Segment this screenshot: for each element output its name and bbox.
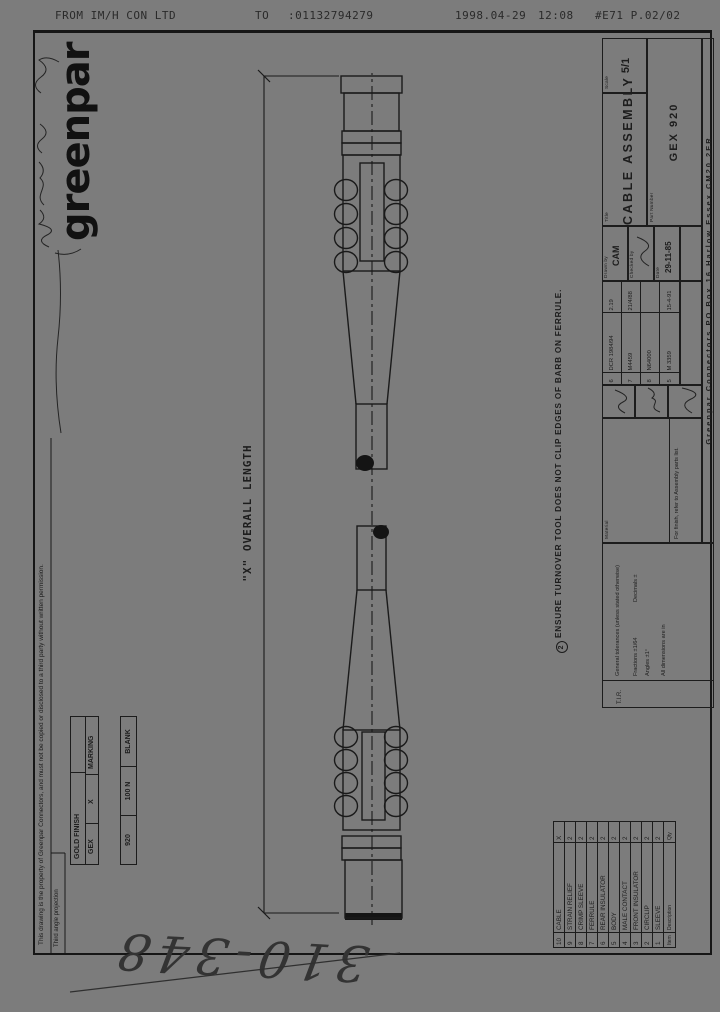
- approval-signature-box: [668, 385, 702, 418]
- drawn-by-spare-box: [680, 226, 702, 281]
- marking-value: X: [87, 799, 95, 804]
- parts-row: 9 STRAIN RELIEF 2: [565, 822, 576, 947]
- fax-page-number: #E71 P.02/02: [595, 9, 681, 22]
- drawing-sheet: [33, 30, 712, 955]
- material-label: Material: [605, 520, 610, 539]
- scale-box: [602, 38, 647, 93]
- parts-header-row: Item Description Qty: [664, 822, 675, 947]
- note-2-symbol: 2: [556, 641, 568, 653]
- revision-row: 5 M 3359 15-4-91: [660, 282, 679, 384]
- revision-row: 7 M4459 21/4/88: [622, 282, 641, 384]
- parts-row: 8 CRIMP SLEEVE 2: [576, 822, 587, 947]
- fax-time: 12:08: [538, 9, 574, 22]
- note-text: ENSURE TURNOVER TOOL DOES NOT CLIP EDGES OF BARB ON FERRULE.: [554, 288, 563, 638]
- checked-by-label: Checked by: [630, 250, 635, 278]
- fax-from: FROM IM/H CON LTD: [55, 9, 177, 22]
- part-code-cell: 920: [121, 815, 136, 864]
- checked-by-box: [628, 226, 654, 281]
- tolerance-angles: Angles ±1°: [645, 648, 651, 676]
- parts-row: 4 MALE CONTACT 2: [620, 822, 631, 947]
- company-strip: [702, 38, 714, 543]
- right-connector: [335, 76, 408, 471]
- ferrule-note: [554, 289, 568, 653]
- scale-label: Scale: [605, 76, 610, 89]
- company-address: Greenpar Connectors PO Box 16 Harlow Essex CM20 2ER: [703, 136, 713, 445]
- part-code-cell: BLANK: [125, 729, 132, 754]
- tir-label: T.I.R.: [617, 689, 623, 704]
- fax-transmission-header: [0, 9, 720, 25]
- title-label: Title: [605, 212, 610, 222]
- tolerances-title: General tolerances (unless stated otherwise): [615, 565, 621, 676]
- drawn-by-box: [602, 226, 628, 281]
- part-code-cell: 100 N: [121, 766, 136, 815]
- revision-row: 8 N64000: [641, 282, 660, 384]
- material-box: [602, 418, 702, 543]
- left-connector: [335, 525, 408, 920]
- cable-break-end-right: [356, 455, 374, 471]
- date-box: [654, 226, 680, 281]
- projection-note: Third angle projection: [54, 889, 60, 947]
- part-number-box: [647, 38, 702, 226]
- tolerance-decimals: Decimals ±: [633, 574, 639, 602]
- parts-row: 2 CIRCLIP 2: [642, 822, 653, 947]
- overall-length-label: "X" OVERALL LENGTH: [241, 444, 254, 582]
- fax-date: 1998.04-29: [455, 9, 527, 22]
- gold-finish-label: GOLD FINISH: [73, 813, 81, 859]
- drawn-by-label: Drawn by: [604, 256, 609, 278]
- drawing-title: CABLE ASSEMBLY: [621, 75, 635, 225]
- approval-signature-box: [635, 385, 668, 418]
- property-notice: This drawing is the property of Greenpar Connectors, and must not be copied or disclosed to a third party without written permission.: [38, 564, 45, 945]
- cable-break-end-left: [373, 525, 389, 539]
- overall-length-dimension: [258, 70, 339, 919]
- tolerance-units: All dimensions are in: [661, 624, 667, 676]
- revision-table: [602, 281, 680, 385]
- revision-symbols-box: [680, 281, 702, 385]
- parts-row: 1 SLEEVE 2: [653, 822, 664, 947]
- end-band: [345, 913, 402, 920]
- approval-signature-box: [602, 385, 635, 418]
- parts-list-table: [553, 821, 676, 948]
- fax-to-number: :01132794279: [288, 9, 374, 22]
- date-label: Date: [656, 267, 661, 278]
- finish-reference-note: For finish, refer to Assembly parts list.: [674, 447, 680, 539]
- handwritten-number: 310-348: [106, 921, 374, 993]
- parts-row: 3 FRONT INSULATOR 2: [631, 822, 642, 947]
- finish-marking-table: [70, 716, 99, 865]
- scale-value: 5/1: [620, 57, 632, 74]
- part-number-label: Part Number: [650, 192, 655, 222]
- revision-row: 6 DCR 1984/94 2.19: [603, 282, 622, 384]
- tolerance-fractions: Fractions ±1/64: [633, 637, 639, 676]
- parts-row: 7 FERRULE 2: [587, 822, 598, 947]
- greenpar-logo: greenpar: [53, 42, 99, 241]
- drawn-by-value: CAM: [611, 245, 621, 266]
- checked-signature: [637, 237, 649, 266]
- part-number-value: GEX 920: [668, 102, 680, 162]
- date-value: 29-11-85: [664, 241, 673, 273]
- tir-box: [602, 680, 714, 708]
- finish-code: GEX: [87, 839, 95, 854]
- parts-row: 5 BODY 2: [609, 822, 620, 947]
- tolerances-box: [602, 543, 714, 681]
- marking-label: MARKING: [87, 735, 95, 769]
- fax-to-label: TO: [255, 9, 270, 22]
- parts-row: 6 REAR INSULATOR 2: [598, 822, 609, 947]
- part-code-table: [120, 716, 137, 865]
- parts-row: 10 CABLE X: [554, 822, 565, 947]
